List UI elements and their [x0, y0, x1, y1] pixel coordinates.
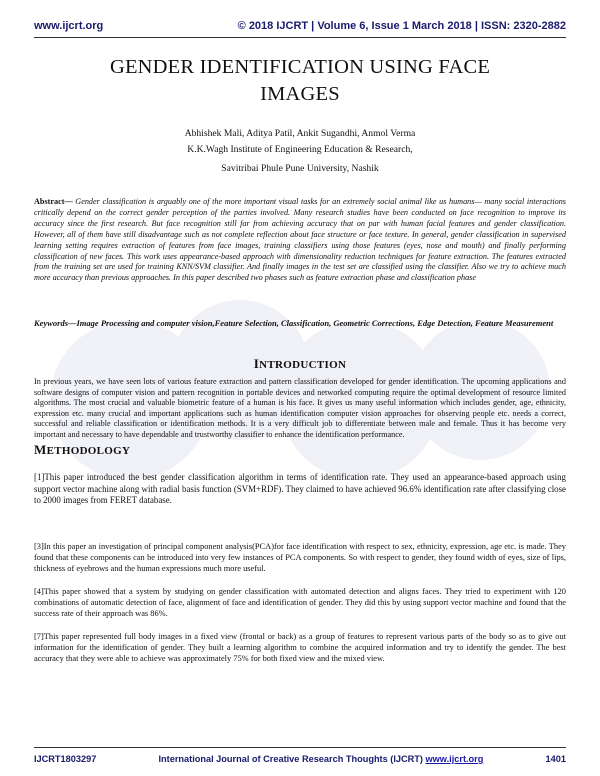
introduction-heading: INTRODUCTION	[253, 356, 347, 371]
header-citation: © 2018 IJCRT | Volume 6, Issue 1 March 2018 | ISSN: 2320-2882	[237, 20, 566, 32]
footer-page-number: 1401	[545, 754, 566, 764]
abstract-text: Gender classification is arguably one of the more important visual tasks for an extremely social animal like us humans— many social interactions critically depend on the correct gender perception of the parties involved. Many research studies have been conducted on face recognition to improve its accuracy since the first research. But face recognition still far from achieving accuracy that on par with human facial features and gender classification. However, all of them have still disadvantage such as not complete reflection about face structure or face texture. In general, gender classification in supervised learning setting requires extraction of features from face images, training classifiers using those features (eyes, nose and mouth) and finally performing classification of new faces. This work uses appearance-based approach with dimensionality reduction techniques for feature extraction. The features extracted from the training set are used for training KNN/SVM classifier. And finally images in the test set are classified using the classifier. Also we try to achieve much more accuracy than previous approaches. In this paper described two phases such as feature extraction phase and classification phase	[34, 197, 566, 283]
methodology-paragraph: [1]This paper introduced the best gender classification algorithm in terms of identification rate. They used an appearance-based approach using support vector machine along with radial basis function (SVM+RDF). They claimed to have achieved 96.6% identification rate after classifying close to 2000 images from FERET database.	[34, 472, 566, 506]
paper-title	[60, 54, 540, 108]
methodology-paragraph: [7]This paper represented full body images in a fixed view (frontal or back) as a group of features to represent various parts of the body so as to give out information for the identification of gender. They built a learning algorithm to combine the acquired information and try to identify the gender. The best accuracy that they were able to achieve was approximately 75% for both fixed view and the mixed view.	[34, 632, 566, 664]
title-line-1: GENDER IDENTIFICATION USING FACE	[109, 56, 491, 78]
title-line-2: IMAGES	[260, 83, 340, 105]
methodology-paragraph: [4]This paper showed that a system by studying on gender classification with automated detection and aligns faces. They tried to experiment with 120 combinations of automatic detection of face, alignment of face and identification of gender. They did this by using support vector machine and found that the success rate of their approach was 86%.	[34, 587, 566, 619]
keywords: Keywords—Image Processing and computer vision,Feature Selection, Classification, Geometric Corrections, Edge Detection, Feature Measurement	[34, 318, 554, 328]
footer-journal: International Journal of Creative Research Thoughts (IJCRT) www.ijcrt.org	[158, 754, 484, 764]
author-institution: K.K.Wagh Institute of Engineering Education & Research,	[187, 144, 413, 155]
footer-divider	[34, 747, 566, 748]
methodology-paragraph: [3]In this paper an investigation of principal component analysis(PCA)for face identification with respect to sex, ethnicity, expression, age etc. is made. They found that these components can be introduced into very few instances of PCA components. So with respect to gender, they found width of eyes, size of lips, thickness of eyebrows and the human expressions much more useful.	[34, 542, 566, 574]
footer-website-link[interactable]: www.ijcrt.org	[425, 754, 484, 764]
author-names: Abhishek Mali, Aditya Patil, Ankit Sugandhi, Anmol Verma	[184, 128, 416, 139]
abstract-label: Abstract—	[34, 197, 73, 206]
author-university: Savitribai Phule Pune University, Nashik	[221, 163, 379, 174]
running-header	[34, 18, 566, 34]
abstract	[34, 197, 566, 284]
footer-paper-id: IJCRT1803297	[34, 754, 97, 764]
methodology-heading: METHODOLOGY	[34, 442, 131, 457]
running-footer	[34, 752, 566, 766]
introduction-text: In previous years, we have seen lots of various feature extraction and pattern classification developed for gender identification. The upcoming applications and software designs of computer vision and pattern recognition in portable devices and networked computing require the optimal development of resource limited algorithms. The most crucial and valuable biometric feature of a human is his face. It gives us many useful information which includes gender, age, ethnicity, expression etc. many crucial and important applications such as human identification computer vision approaches for observing people etc. needs a correct, successful and reliable classification or identification methods. It is a very difficult job to differentiate between male and female. Thus it has become very important and necessary to have dependable and trustworthy classifier to enhance the identification performance.	[34, 377, 566, 439]
header-website[interactable]: www.ijcrt.org	[34, 20, 104, 32]
header-divider	[34, 37, 566, 38]
author-block	[40, 127, 560, 175]
